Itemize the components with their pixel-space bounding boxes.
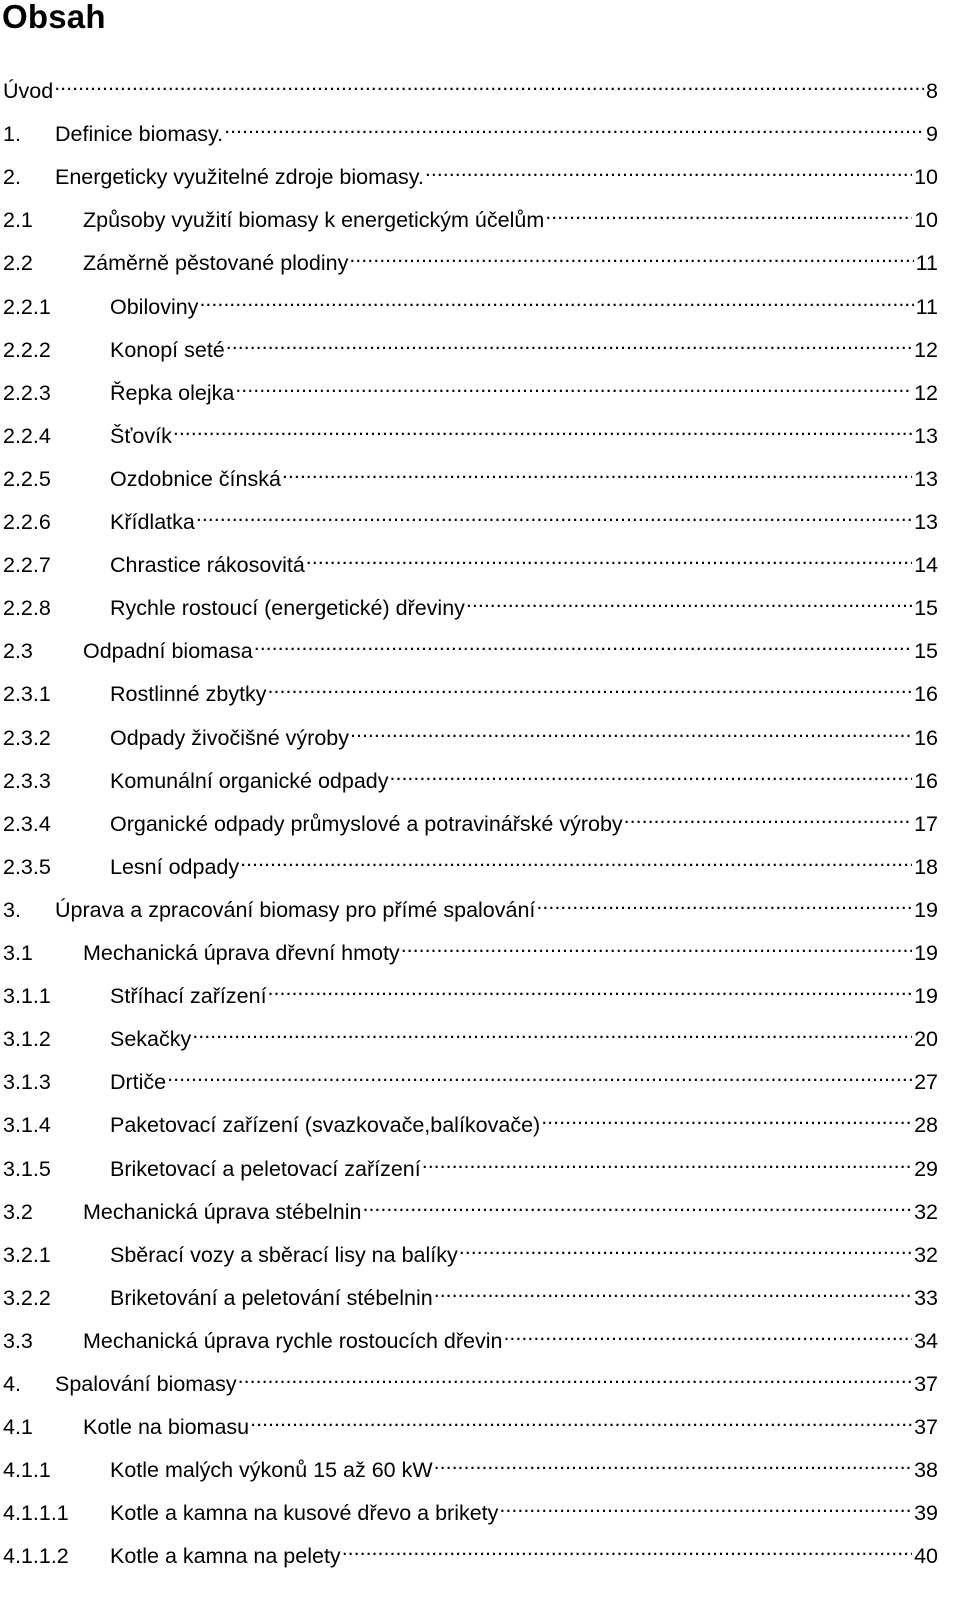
dot-leader — [196, 499, 912, 529]
dot-leader — [541, 1102, 912, 1132]
toc-entry[interactable] — [3, 1189, 938, 1224]
toc-entry[interactable] — [3, 801, 938, 836]
toc-entry[interactable] — [3, 1318, 938, 1353]
toc-entry-title: Paketovací zařízení (svazkovače,balíkovače) — [110, 1113, 541, 1138]
toc-entry-page: 17 — [914, 811, 938, 836]
toc-entry-page: 11 — [915, 251, 938, 276]
toc-entry-page: 9 — [926, 122, 938, 147]
toc-entry-number: 4.1.1 — [3, 1458, 51, 1483]
toc-entry-page: 15 — [914, 639, 938, 664]
toc-entry-title: Úprava a zpracování biomasy pro přímé spalování — [55, 897, 536, 922]
toc-entry-title: Mechanická úprava dřevní hmoty — [83, 941, 400, 965]
toc-entry-page: 39 — [914, 1501, 938, 1526]
dot-leader — [466, 585, 912, 615]
dot-leader — [192, 1016, 912, 1046]
toc-entry[interactable] — [3, 1146, 938, 1181]
toc-entry-number: 2.2.2 — [3, 337, 51, 362]
toc-entry-title: Chrastice rákosovitá — [110, 553, 305, 578]
toc-entry[interactable] — [3, 758, 938, 793]
page-title: Obsah — [2, 0, 106, 35]
toc-entry-page: 32 — [914, 1242, 938, 1267]
dot-leader — [238, 1361, 912, 1391]
toc-entry[interactable] — [3, 1490, 938, 1526]
toc-entry[interactable] — [3, 1361, 938, 1396]
toc-entry-title: Úvod — [3, 79, 54, 103]
toc-entry-page: 14 — [914, 553, 938, 578]
toc-entry-title: Briketování a peletování stébelnin — [110, 1285, 433, 1310]
toc-entry-number: 2.3.1 — [3, 682, 51, 707]
toc-entry-title: Mechanická úprava rychle rostoucích dřevin — [83, 1328, 503, 1353]
toc-entry[interactable] — [3, 240, 938, 276]
toc-entry-title: Odpady živočišné výroby — [110, 725, 349, 750]
toc-entry-number: 2.3.5 — [3, 854, 51, 879]
toc-entry[interactable] — [3, 973, 938, 1009]
toc-entry-number: 2. — [3, 165, 21, 190]
dot-leader — [459, 1232, 912, 1262]
toc-entry-number: 3.1 — [3, 941, 33, 965]
toc-entry[interactable] — [3, 1275, 938, 1310]
toc-entry-number: 3.1.5 — [3, 1156, 51, 1181]
toc-entry-number: 3.2.2 — [3, 1285, 51, 1310]
toc-entry[interactable] — [3, 197, 938, 233]
toc-entry-page: 16 — [914, 768, 938, 793]
toc-entry-number: 2.2.4 — [3, 423, 51, 448]
toc-entry-title: Šťovík — [110, 423, 172, 448]
toc-entry-number: 4.1 — [3, 1415, 33, 1440]
dot-leader — [254, 628, 912, 658]
toc-entry-title: Sběrací vozy a sběrací lisy na balíky — [110, 1242, 458, 1267]
toc-entry-number: 3.2.1 — [3, 1242, 51, 1267]
toc-entry-number: 4. — [3, 1372, 21, 1396]
toc-entry-page: 32 — [914, 1199, 938, 1224]
toc-entry-page: 19 — [914, 941, 938, 965]
dot-leader — [282, 456, 912, 486]
toc-entry-number: 3.1.4 — [3, 1113, 51, 1138]
toc-entry-number: 3.1.2 — [3, 1027, 51, 1052]
dot-leader — [545, 197, 912, 227]
dot-leader — [167, 1059, 912, 1089]
toc-entry-page: 16 — [914, 682, 938, 707]
dot-leader — [434, 1275, 912, 1305]
toc-entry-number: 2.3 — [3, 639, 33, 664]
toc-entry-number: 2.2.8 — [3, 596, 51, 621]
toc-entry[interactable] — [3, 1404, 938, 1440]
dot-leader — [349, 240, 913, 270]
toc-entry-title: Kotle a kamna na pelety — [110, 1544, 341, 1569]
toc-entry-number: 3. — [3, 897, 21, 922]
dot-leader — [240, 844, 912, 874]
toc-entry-title: Rychle rostoucí (energetické) dřeviny — [110, 596, 465, 621]
dot-leader — [342, 1533, 912, 1563]
toc-entry-page: 13 — [914, 510, 938, 534]
toc-entry-title: Způsoby využití biomasy k energetickým účelům — [83, 208, 545, 233]
toc-entry[interactable] — [3, 1016, 938, 1052]
toc-entry-number: 1. — [3, 122, 21, 147]
dot-leader — [235, 370, 912, 400]
dot-leader — [224, 111, 924, 141]
toc-entry-page: 34 — [914, 1328, 938, 1353]
toc-entry-title: Kotle a kamna na kusové dřevo a brikety — [110, 1501, 499, 1526]
toc-entry-title: Křídlatka — [110, 510, 195, 534]
toc-entry-page: 16 — [914, 725, 938, 750]
toc-entry[interactable] — [3, 68, 938, 103]
toc-entry-page: 12 — [914, 337, 938, 362]
dot-leader — [434, 1447, 912, 1477]
toc-entry-page: 33 — [914, 1285, 938, 1310]
toc-entry-title: Energeticky využitelné zdroje biomasy. — [55, 165, 424, 190]
toc-entry-number: 3.3 — [3, 1328, 33, 1353]
toc-entry[interactable] — [3, 456, 938, 491]
toc-entry-title: Komunální organické odpady — [110, 768, 389, 793]
dot-leader — [499, 1490, 912, 1520]
toc-entry[interactable] — [3, 1447, 938, 1483]
toc-entry-page: 19 — [914, 897, 938, 922]
toc-entry-number: 2.3.4 — [3, 811, 51, 836]
toc-entry-number: 2.2.1 — [3, 294, 51, 319]
toc-entry-number: 2.2.3 — [3, 380, 51, 405]
dot-leader — [250, 1404, 912, 1434]
toc-entry-number: 3.1.3 — [3, 1070, 51, 1095]
toc-entry[interactable] — [3, 585, 938, 621]
toc-entry-page: 19 — [914, 984, 938, 1009]
toc-entry-title: Definice biomasy. — [55, 122, 224, 147]
toc-entry-number: 4.1.1.1 — [3, 1501, 69, 1526]
toc-entry-title: Sekačky — [110, 1027, 192, 1052]
toc-entry-number: 2.2.7 — [3, 553, 51, 578]
toc-entry[interactable] — [3, 284, 938, 319]
dot-leader — [350, 715, 912, 745]
toc-entry[interactable] — [3, 370, 938, 405]
toc-entry-page: 10 — [914, 208, 938, 233]
toc-entry-title: Spalování biomasy — [55, 1372, 237, 1396]
dot-leader — [536, 887, 912, 917]
toc-entry-number: 2.2.5 — [3, 466, 51, 491]
dot-leader — [503, 1318, 912, 1348]
toc-entry[interactable] — [3, 628, 938, 664]
toc-entry-title: Rostlinné zbytky — [110, 682, 267, 707]
toc-entry-page: 20 — [914, 1027, 938, 1052]
toc-entry-title: Ozdobnice čínská — [110, 466, 281, 491]
toc-entry[interactable] — [3, 1232, 938, 1267]
dot-leader — [624, 801, 912, 831]
toc-entry-page: 10 — [914, 165, 938, 190]
dot-leader — [306, 542, 912, 572]
toc-entry[interactable] — [3, 542, 938, 578]
dot-leader — [422, 1146, 912, 1176]
toc-entry-page: 15 — [914, 596, 938, 621]
dot-leader — [390, 758, 913, 788]
toc-entry-number: 3.1.1 — [3, 984, 51, 1009]
toc-entry[interactable] — [3, 327, 938, 362]
toc-entry-page: 37 — [914, 1415, 938, 1440]
toc-entry[interactable] — [3, 499, 938, 534]
toc-entry-number: 4.1.1.2 — [3, 1544, 69, 1569]
toc-entry[interactable] — [3, 1102, 938, 1138]
toc-entry[interactable] — [3, 1533, 938, 1569]
toc-entry-title: Organické odpady průmyslové a potravinářské výroby — [110, 811, 623, 836]
dot-leader — [362, 1189, 912, 1219]
dot-leader — [199, 284, 913, 314]
toc-entry[interactable] — [3, 413, 938, 448]
dot-leader — [425, 154, 912, 184]
toc-entry-page: 40 — [914, 1544, 938, 1569]
toc-entry[interactable] — [3, 930, 938, 965]
dot-leader — [54, 68, 924, 98]
dot-leader — [401, 930, 912, 960]
toc-entry-number: 3.2 — [3, 1199, 33, 1224]
toc-entry-number: 2.1 — [3, 208, 33, 233]
toc-entry-page: 12 — [914, 380, 938, 405]
toc-entry-title: Mechanická úprava stébelnin — [83, 1199, 362, 1224]
toc-entry-title: Odpadní biomasa — [83, 639, 253, 664]
toc-entry-title: Obiloviny — [110, 294, 199, 319]
dot-leader — [268, 671, 913, 701]
toc-entry-number: 2.2 — [3, 251, 33, 276]
toc-entry-page: 28 — [914, 1113, 938, 1138]
toc-entry-number: 2.3.2 — [3, 725, 51, 750]
toc-entry-page: 27 — [914, 1070, 938, 1095]
toc-entry-title: Kotle malých výkonů 15 až 60 kW — [110, 1458, 433, 1483]
toc-entry-page: 11 — [915, 294, 938, 319]
toc-entry-title: Konopí seté — [110, 337, 225, 362]
toc-entry-title: Lesní odpady — [110, 854, 240, 879]
toc-entry[interactable] — [3, 844, 938, 879]
toc-entry-page: 8 — [926, 79, 938, 103]
toc-entry-number: 2.3.3 — [3, 768, 51, 793]
toc-entry-page: 13 — [914, 466, 938, 491]
toc-entry-page: 13 — [914, 423, 938, 448]
dot-leader — [226, 327, 912, 357]
toc-entry[interactable] — [3, 671, 938, 707]
toc-entry-title: Záměrně pěstované plodiny — [83, 251, 349, 276]
toc-entry[interactable] — [3, 111, 938, 147]
toc-entry[interactable] — [3, 1059, 938, 1095]
toc-entry-title: Stříhací zařízení — [110, 984, 267, 1009]
dot-leader — [173, 413, 912, 443]
toc-entry-title: Briketovací a peletovací zařízení — [110, 1156, 421, 1181]
toc-entry[interactable] — [3, 154, 938, 190]
toc-entry-page: 18 — [914, 854, 938, 879]
toc-entry-title: Řepka olejka — [110, 380, 235, 405]
toc-entry-page: 29 — [914, 1156, 938, 1181]
toc-entry[interactable] — [3, 887, 938, 922]
dot-leader — [268, 973, 913, 1003]
toc-entry-title: Kotle na biomasu — [83, 1415, 250, 1440]
toc-entry-page: 37 — [914, 1372, 938, 1396]
toc-entry[interactable] — [3, 715, 938, 750]
toc-entry-title: Drtiče — [110, 1070, 167, 1095]
toc-entry-page: 38 — [914, 1458, 938, 1483]
toc-entry-number: 2.2.6 — [3, 510, 51, 534]
